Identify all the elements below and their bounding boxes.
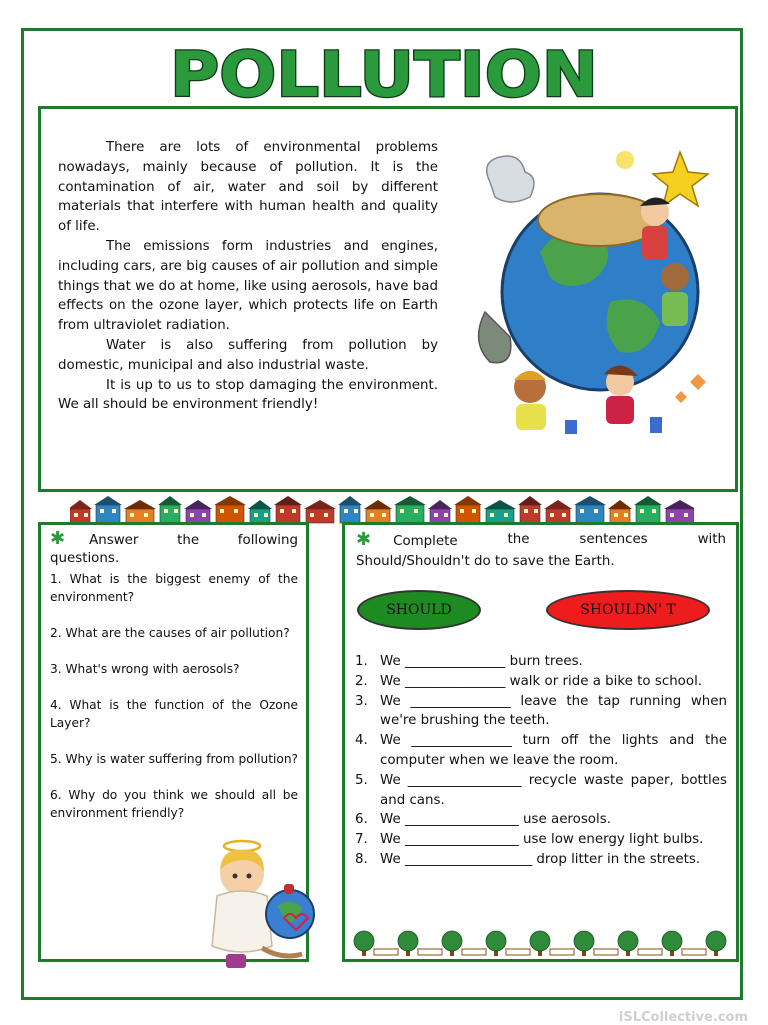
star-icon: ✱ bbox=[356, 529, 372, 550]
question-item: 1. What is the biggest enemy of the environment? bbox=[50, 572, 298, 604]
question-item: 5. Why is water suffering from pollution? bbox=[50, 752, 299, 766]
page-title bbox=[0, 42, 768, 106]
sentence-item: 8. We ___________________ drop litter in the streets. bbox=[355, 851, 701, 867]
trees-fence-decoration bbox=[352, 930, 730, 958]
question-item: 2. What are the causes of air pollution? bbox=[50, 626, 290, 640]
question-item: 6. Why do you think we should all be environment friendly? bbox=[50, 788, 298, 820]
star-icon: ✱ bbox=[50, 528, 66, 549]
intro-text bbox=[58, 138, 438, 415]
shouldnt-label: SHOULDN' T bbox=[546, 590, 710, 630]
intro-paragraph-2: The emissions form industries and engines, including cars, are big causes of air pollution and simple things that we do at home, like using aerosols, have bad effects on the ozone layer, which protects life on Earth from ultraviolet radiation. bbox=[58, 238, 438, 334]
village-border-decoration bbox=[70, 491, 694, 525]
should-label: SHOULD bbox=[357, 590, 481, 630]
sentence-item: 5. We _________________ recycle waste paper, bottles and cans. bbox=[355, 772, 727, 808]
svg-text:POLLUTION: POLLUTION bbox=[170, 42, 598, 106]
sentences-heading: ✱ Complete the sentences with Should/Shouldn't do to save the Earth. bbox=[356, 529, 726, 569]
sentence-item: 2. We _______________ walk or ride a bike to school. bbox=[355, 673, 703, 689]
earth-children-illustration bbox=[470, 142, 720, 442]
question-item: 4. What is the function of the Ozone Layer? bbox=[50, 698, 298, 730]
questions-heading: ✱ Answer the following questions. bbox=[50, 528, 298, 566]
sentence-item: 3. We _______________ leave the tap running when we're brushing the teeth. bbox=[355, 693, 727, 729]
intro-paragraph-4: It is up to us to stop damaging the environment. We all should be environment friendly! bbox=[58, 377, 438, 413]
intro-paragraph-3: Water is also suffering from pollution by domestic, municipal and also industrial waste. bbox=[58, 337, 438, 373]
sentence-item: 4. We _______________ turn off the lights and the computer when we leave the room. bbox=[355, 733, 727, 768]
intro-paragraph-1: There are lots of environmental problems nowadays, mainly because of pollution. It is the contamination of air, water and soil by different materials that interfere with human health and quality of life. bbox=[58, 140, 438, 235]
sentence-item: 7. We _________________ use low energy light bulbs. bbox=[355, 832, 704, 848]
sentence-item: 6. We _________________ use aerosols. bbox=[355, 812, 611, 828]
questions-list bbox=[50, 570, 298, 822]
sentences-list bbox=[355, 652, 727, 870]
angel-child-illustration bbox=[202, 836, 320, 972]
sentence-item: 1. We _______________ burn trees. bbox=[355, 654, 583, 669]
question-item: 3. What's wrong with aerosols? bbox=[50, 662, 240, 676]
footer-watermark: iSLCollective.com bbox=[618, 1010, 748, 1025]
